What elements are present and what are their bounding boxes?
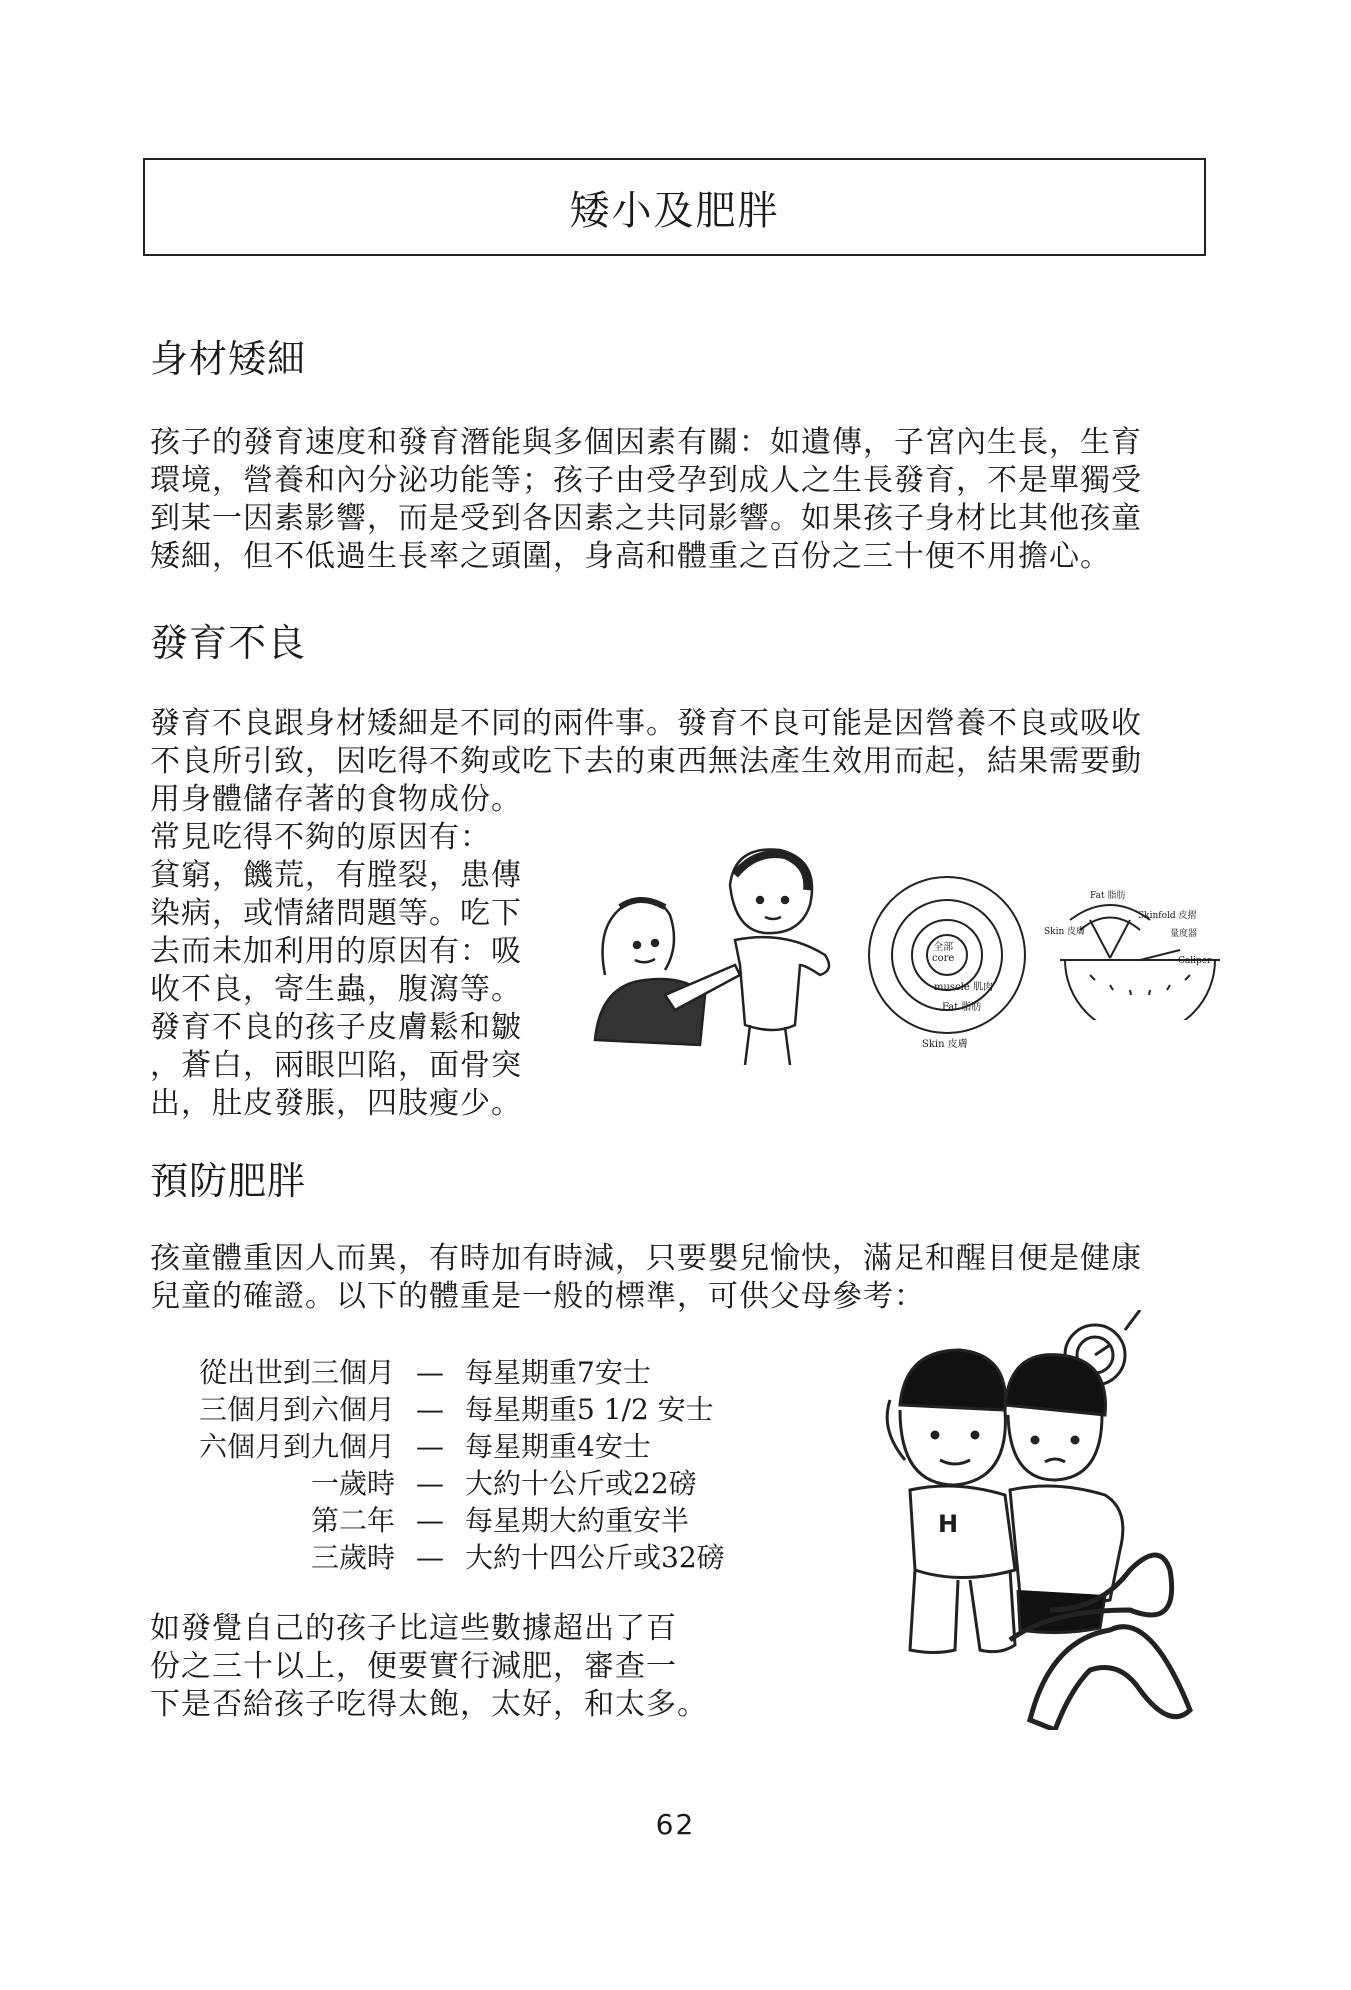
text-line: 去而未加利用的原因有：吸 (150, 934, 522, 969)
text-line: 孩子的發育速度和發育潛能與多個因素有關：如遺傳，子宮內生長，生育 (150, 425, 1142, 460)
text-line: 孩童體重因人而異，有時加有時減，只要嬰兒愉快，滿足和醒目便是健康 (150, 1241, 1142, 1276)
paragraph-obesity-closing (150, 1610, 708, 1724)
weight-row (155, 1465, 725, 1502)
weight-cell: 每星期重5 1/2 安士 (465, 1393, 714, 1426)
heading-poor-growth: 發育不良 (150, 621, 307, 665)
weight-cell: 大約十公斤或22磅 (465, 1467, 697, 1500)
heading-prevent-obesity: 預防肥胖 (150, 1159, 307, 1203)
paragraph-obesity (150, 1240, 1142, 1316)
caliper-label: Caliper (1178, 956, 1212, 966)
age-cell: 三個月到六個月 (198, 1393, 395, 1426)
heading-short-stature: 身材矮細 (150, 337, 307, 381)
age-cell: 六個月到九個月 (198, 1430, 395, 1463)
text-line: 兒童的確證。以下的體重是一般的標準，可供父母參考： (150, 1279, 925, 1314)
weight-row (155, 1354, 725, 1391)
fat-label: Fat 脂肪 (942, 1002, 982, 1013)
text-line: ，蒼白，兩眼凹陷，面骨突 (150, 1048, 522, 1083)
weight-cell: 每星期重4安士 (465, 1430, 651, 1463)
weight-row (155, 1391, 725, 1428)
text-line: 發育不良跟身材矮細是不同的兩件事。發育不良可能是因營養不良或吸收 (150, 706, 1142, 741)
caliper-skin-label: Skin 皮膚 (1044, 927, 1086, 937)
doctor-measuring-child-illustration (585, 845, 845, 1070)
skinfold-label: Skinfold 皮摺 (1138, 911, 1197, 921)
text-line: 貧窮，饑荒，有膛裂，患傳 (150, 858, 522, 893)
page-number: 62 (655, 1808, 696, 1841)
shirt-letter: H (938, 1510, 959, 1538)
core-label-zh: 全部 (933, 942, 954, 953)
caliper-fat-label: Fat 脂肪 (1090, 891, 1126, 901)
text-line: 染病，或情緒問題等。吃下 (150, 896, 522, 931)
text-line: 份之三十以上，便要實行減肥，審查一 (150, 1649, 677, 1684)
text-line: 用身體儲存著的食物成份。 (150, 782, 522, 817)
body-composition-diagram (862, 870, 1032, 1050)
dash-cell: — (416, 1393, 444, 1426)
text-line: 收不良，寄生蟲，腹瀉等。 (150, 972, 522, 1007)
page-title: 矮小及肥胖 (569, 187, 780, 234)
text-line: 到某一因素影響，而是受到各因素之共同影響。如果孩子身材比其他孩童 (150, 501, 1142, 536)
skinfold-caliper-diagram (1044, 880, 1230, 1020)
weight-table (155, 1354, 725, 1576)
paragraph-short-stature (150, 424, 1142, 576)
text-line: 出，肚皮發脹，四肢瘦少。 (150, 1086, 522, 1121)
text-line: 發育不良的孩子皮膚鬆和皺 (150, 1010, 522, 1045)
dash-cell: — (416, 1467, 444, 1500)
skin-label: Skin 皮膚 (922, 1039, 968, 1050)
text-line: 下是否給孩子吃得太飽，太好，和太多。 (150, 1687, 708, 1722)
cartoon-children-scale-illustration (880, 1310, 1200, 1730)
paragraph-poor-growth-causes (150, 819, 522, 1123)
weight-cell: 每星期大約重安半 (465, 1504, 690, 1537)
muscle-label: muscle 肌肉 (934, 982, 993, 993)
text-line: 常見吃得不夠的原因有： (150, 820, 491, 855)
text-line: 不良所引致，因吃得不夠或吃下去的東西無法產生效用而起，結果需要動 (150, 744, 1142, 779)
paragraph-poor-growth (150, 705, 1142, 819)
dash-cell: — (416, 1541, 444, 1574)
title-box (143, 158, 1206, 256)
dash-cell: — (416, 1504, 444, 1537)
text-line: 如發覺自己的孩子比這些數據超出了百 (150, 1611, 677, 1646)
text-line: 矮細，但不低過生長率之頭圍，身高和體重之百份之三十便不用擔心。 (150, 539, 1111, 574)
age-cell: 一歲時 (310, 1467, 395, 1500)
weight-cell: 每星期重7安士 (465, 1356, 651, 1389)
weight-row (155, 1502, 725, 1539)
dash-cell: — (416, 1430, 444, 1463)
dash-cell: — (416, 1356, 444, 1389)
weight-cell: 大約十四公斤或32磅 (465, 1541, 725, 1574)
weight-row (155, 1428, 725, 1465)
age-cell: 三歲時 (310, 1541, 395, 1574)
measurer-label: 量度器 (1170, 929, 1198, 939)
core-label-en: core (932, 953, 955, 964)
core-label (932, 942, 954, 964)
text-line: 環境，營養和內分泌功能等；孩子由受孕到成人之生長發育，不是單獨受 (150, 463, 1142, 498)
age-cell: 第二年 (310, 1504, 395, 1537)
weight-row (155, 1539, 725, 1576)
age-cell: 從出世到三個月 (198, 1356, 395, 1389)
